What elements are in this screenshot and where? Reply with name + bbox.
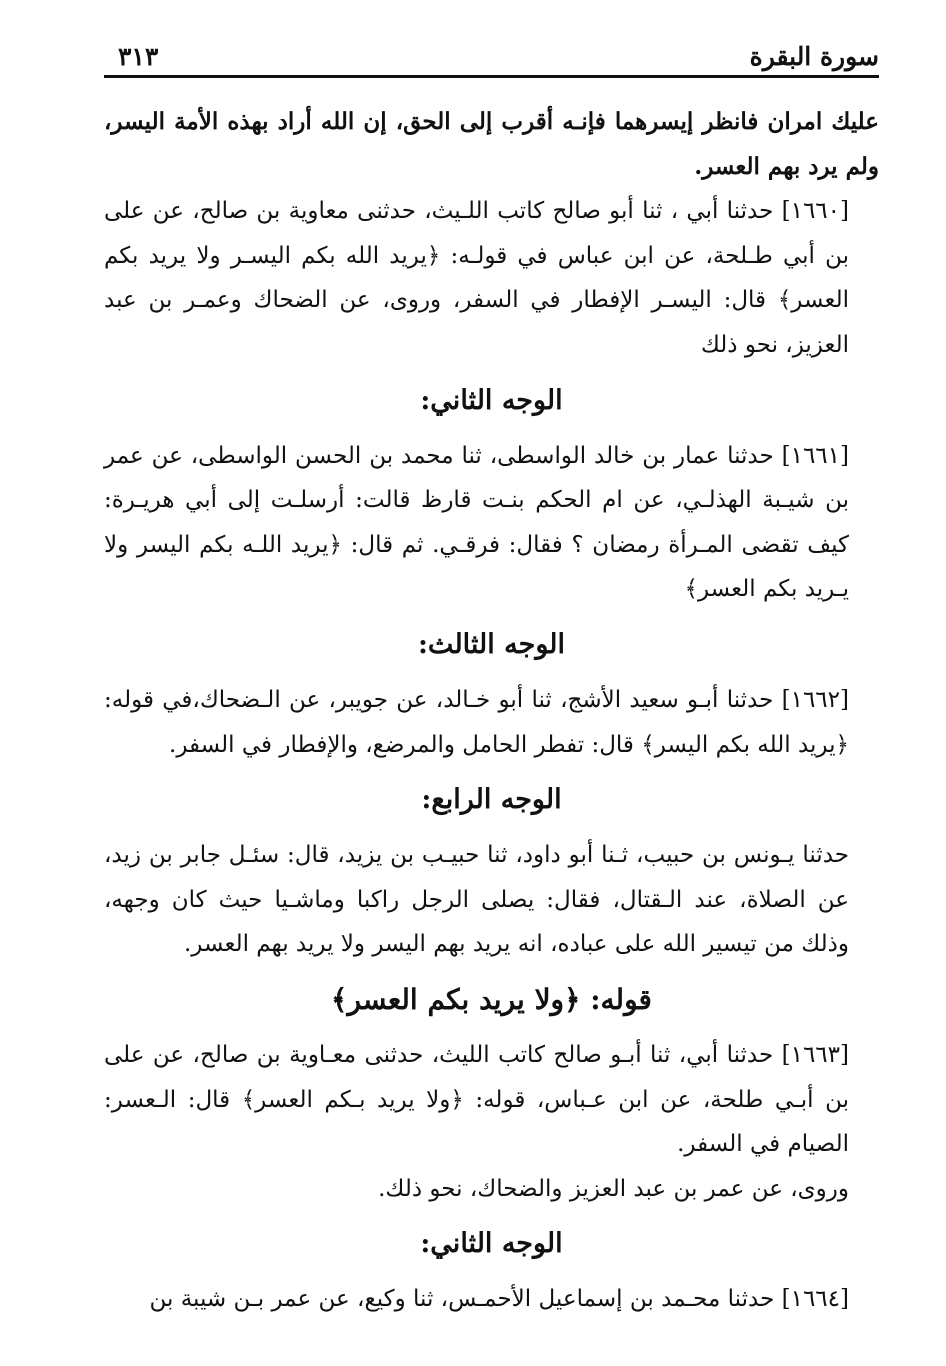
hadith-1660: [١٦٦٠] حدثنا أبي ، ثنا أبو صالح كاتب اللـيث، حدثنى معاوية بن صالح، عن على بن أبي طـلحة، عن ابن عباس في قولـه: ﴿يريد الله بكم اليسـر ولا يريد بكم العسر﴾ قال: اليسـر الإفطار في السفر، وروى، عن الضحاك وعمـر بن عبد العزيز، نحو ذلك: [104, 198, 849, 358]
page-header: [104, 38, 879, 78]
page-body: [104, 100, 879, 1322]
hadith-1663: [١٦٦٣] حدثنا أبي، ثنا أبـو صالح كاتب الليث، حدثنى معـاوية بن صالح، عن على بن أبـي طلحة، عن ابن عـباس، قوله: ﴿ولا يريد بـكم العسر﴾ قال: الـعسر: الصيام في السفر.: [104, 1041, 849, 1158]
header-rule: [104, 75, 879, 78]
section-heading-verse: قوله: ﴿ولا يريد بكم العسر﴾: [331, 982, 652, 1016]
section-heading-third-aspect: الوجه الثالث:: [417, 628, 566, 660]
page-number: ٣١٣: [118, 42, 159, 71]
running-title: سورة البقرة: [749, 42, 879, 71]
narration-note: وروى، عن عمر بن عبد العزيز والضحاك، نحو ذلك.: [378, 1175, 849, 1202]
hadith-1662: [١٦٦٢] حدثنا أبـو سعيد الأشج، ثنا أبو خـالد، عن جويبر، عن الـضحاك،في قوله: ﴿يريد الله بكم اليسر﴾ قال: تفطر الحامل والمرضع، والإفطار في السفر.: [104, 686, 849, 758]
hadith-unnumbered: حدثنا يـونس بن حبيب، ثـنا أبو داود، ثنا حبيـب بن يزيد، قال: سئـل جابر بن زيد، عن الصلاة، عند الـقتال، فقال: يصلى الرجل راكبا وماشـيا حيث كان وجهه، وذلك من تيسير الله على عباده، انه يريد بهم اليسر ولا يريد بهم العسر.: [104, 842, 849, 958]
hadith-1661: [١٦٦١] حدثنا عمار بن خالد الواسطى، ثنا محمد بن الحسن الواسطى، عن عمر بن شيـبة الهذلـي، عن ام الحكم بنـت قارظ قالت: أرسلـت إلى أبي هريـرة: كيف تقضى المـرأة رمضان ؟ فقال: فرقـي. ثم قال: ﴿يريد اللـه بكم اليسر ولا يـريد بكم العسر﴾: [104, 442, 849, 603]
section-heading-second-aspect-2: الوجه الثاني:: [420, 1228, 563, 1260]
paragraph-continuation: عليك امران فانظر إيسرهما فإنـه أقرب إلى الحق، إن الله أراد بهذه الأمة اليسر، ولم يرد بهم العسر.: [104, 108, 879, 180]
section-heading-fourth-aspect: الوجه الرابع:: [421, 784, 562, 816]
hadith-1664: [١٦٦٤] حدثنا محـمد بن إسماعيل الأحمـس، ثنا وكيع، عن عمر بـن شيبة بن: [149, 1286, 849, 1313]
section-heading-second-aspect: الوجه الثاني:: [420, 384, 563, 416]
